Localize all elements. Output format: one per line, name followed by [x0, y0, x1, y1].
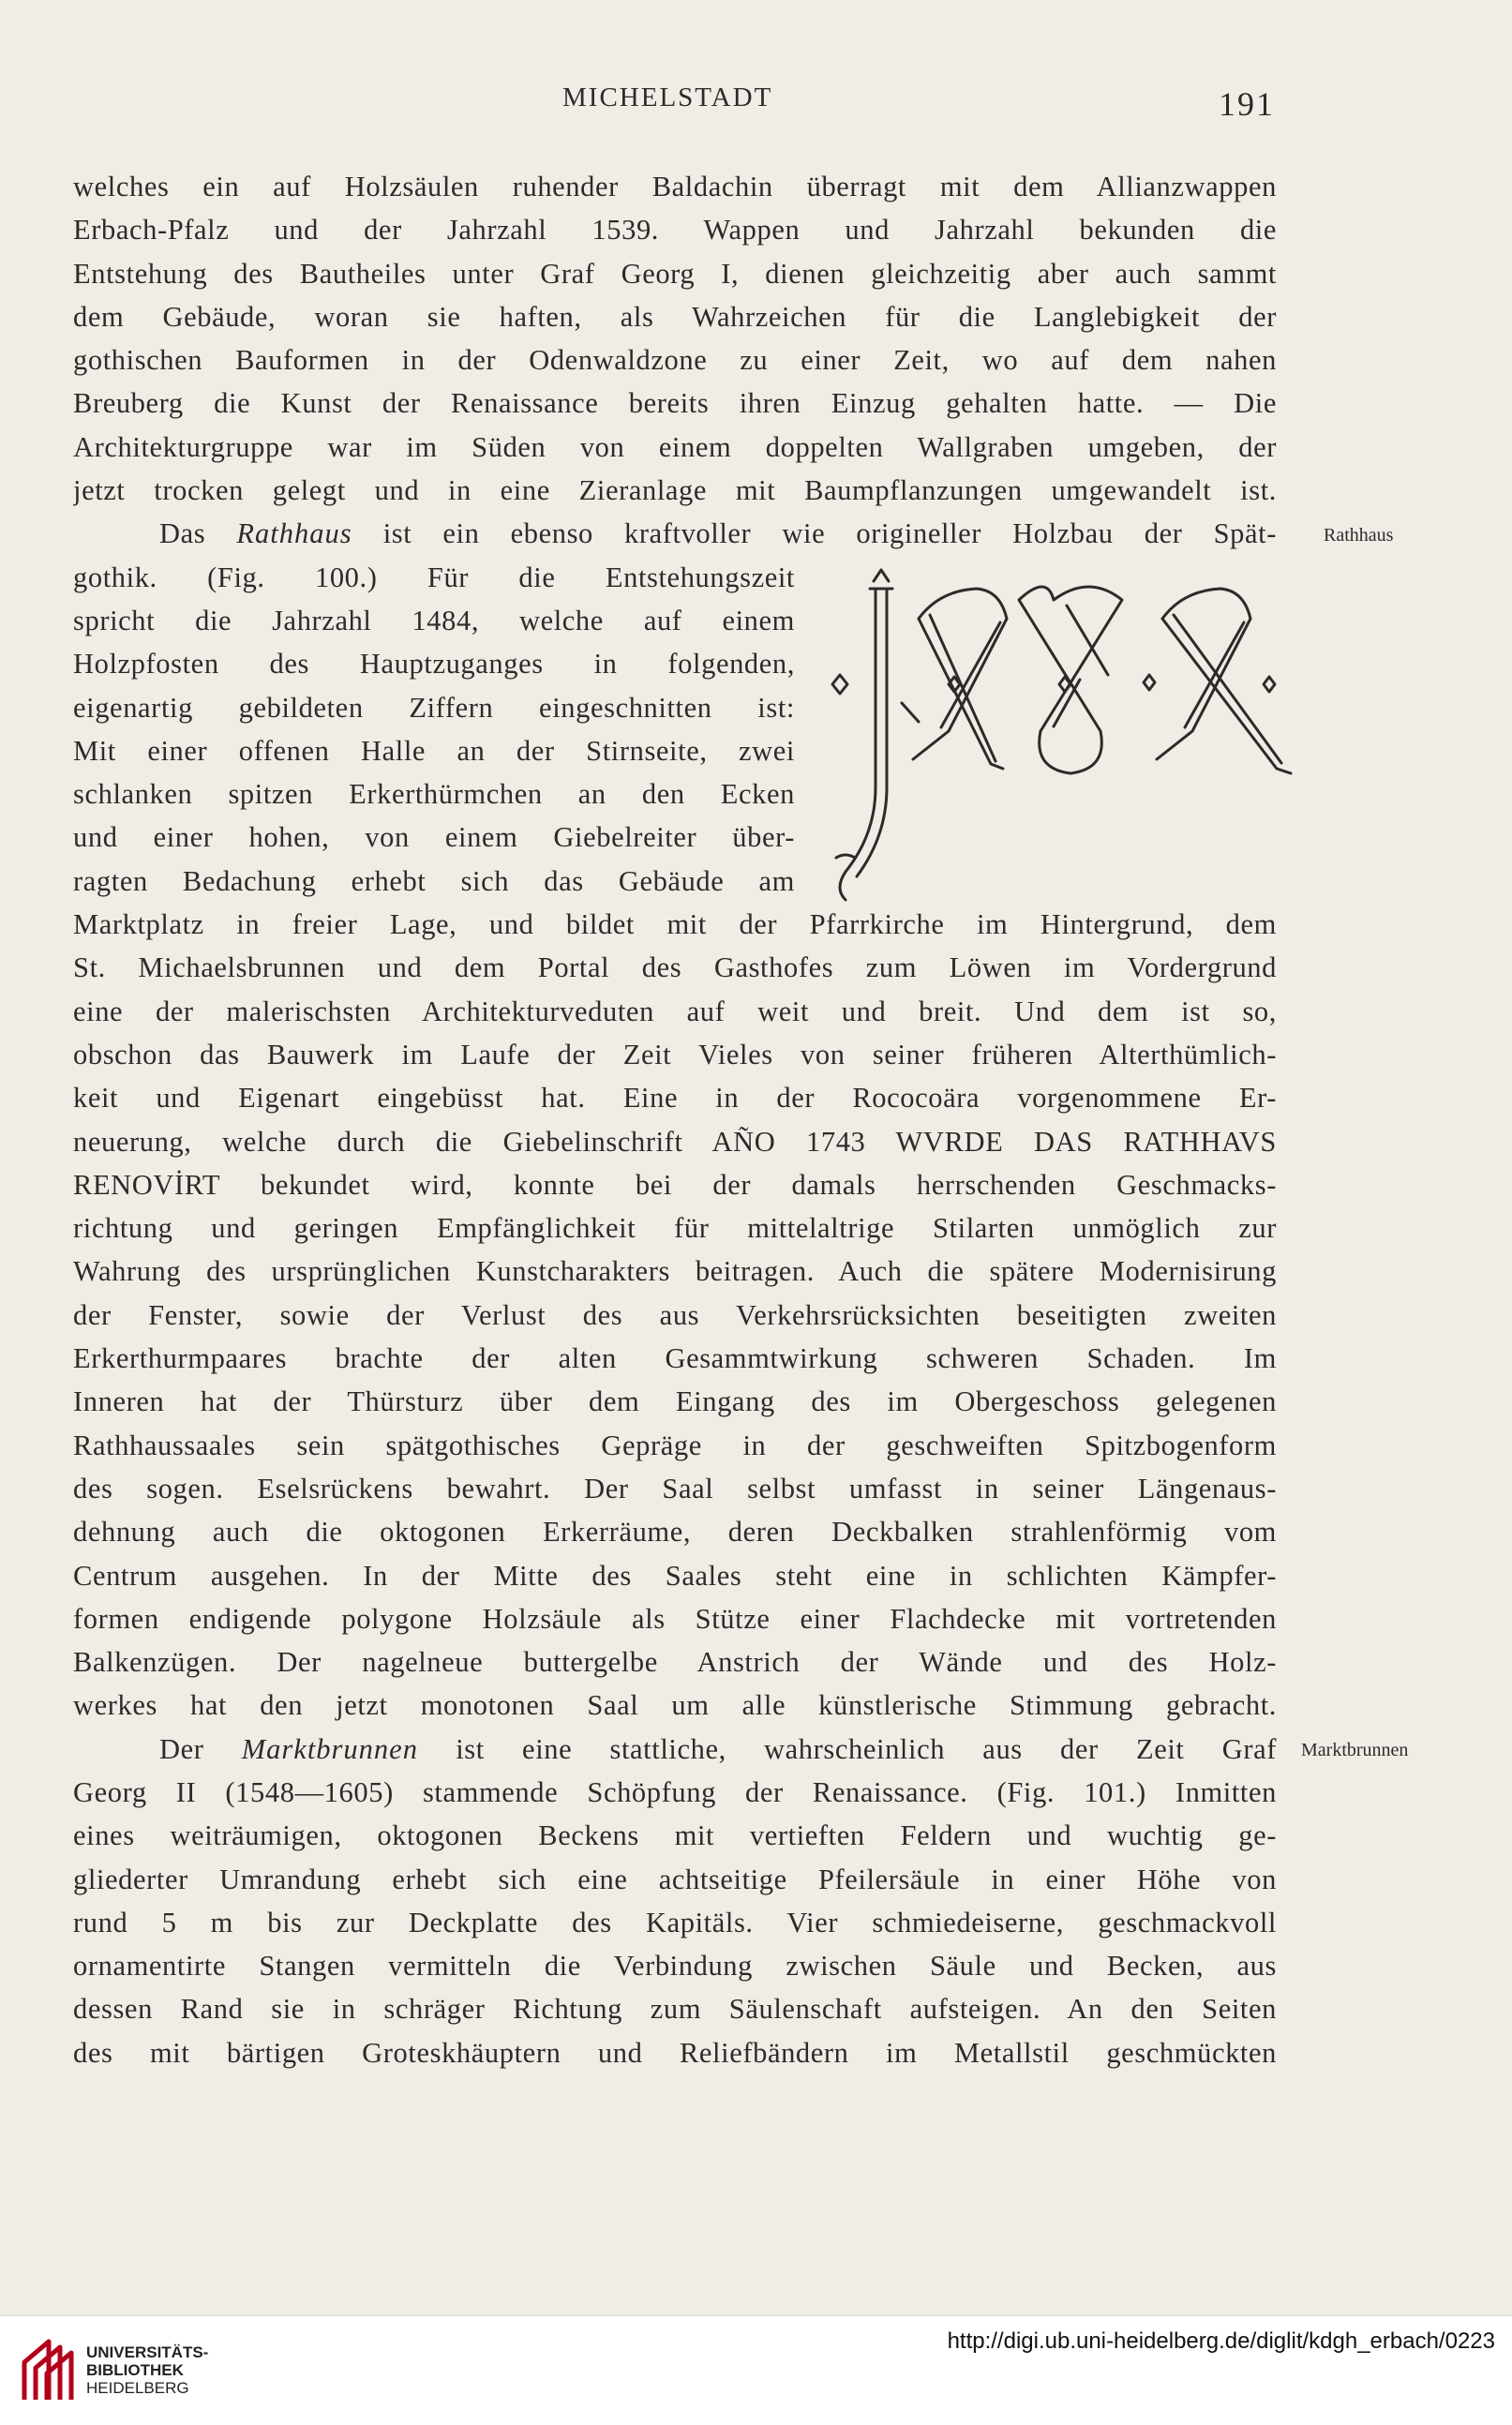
- text-segment: ist eine stattliche, wahrscheinlich aus der Zeit Graf: [417, 1732, 1277, 1765]
- text-line: Rathhaussaales sein spätgothisches Gepräge in der geschweiften Spitzbogenform: [73, 1429, 1277, 1461]
- text-line: der Fenster, sowie der Verlust des aus Verkehrsrücksichten beseitigten zweiten: [73, 1298, 1277, 1331]
- text-line: Architekturgruppe war im Süden von einem doppelten Wallgraben umgeben, der: [73, 430, 1277, 463]
- document-url-link[interactable]: http://digi.ub.uni-heidelberg.de/diglit/kdgh_erbach/0223: [947, 2328, 1495, 2354]
- text-line: schlanken spitzen Erkerthürmchen an den Ecken: [73, 778, 795, 811]
- text-line: Mit einer offenen Halle an der Stirnseite, zwei: [73, 734, 795, 767]
- text-line: werkes hat den jetzt monotonen Saal um alle künstlerische Stimmung gebracht.: [73, 1689, 1277, 1722]
- date-1484-figure: [808, 562, 1295, 909]
- text-line: Entstehung des Bautheiles unter Graf Georg I, dienen gleichzeitig aber auch sammt: [73, 257, 1277, 290]
- text-line: Holzpfosten des Hauptzuganges in folgenden,: [73, 648, 795, 681]
- rathhaus-paragraph-start: [73, 512, 1277, 555]
- text-line: Marktplatz in freier Lage, und bildet mit der Pfarrkirche im Hintergrund, dem: [73, 908, 1277, 941]
- text-line: ragten Bedachung erhebt sich das Gebäude am: [73, 864, 795, 897]
- text-line: gothischen Bauformen in der Odenwaldzone zu einer Zeit, wo auf dem nahen: [73, 344, 1277, 377]
- text-line: des mit bärtigen Groteskhäuptern und Reliefbändern im Metallstil geschmückten: [73, 2036, 1277, 2069]
- text-line: Breuberg die Kunst der Renaissance bereits ihren Einzug gehalten hatte. — Die: [73, 387, 1277, 420]
- text-line: welches ein auf Holzsäulen ruhender Baldachin überragt mit dem Allianzwappen: [73, 171, 1277, 202]
- text-line: St. Michaelsbrunnen und dem Portal des Gasthofes zum Löwen im Vordergrund: [73, 951, 1277, 984]
- text-line: RENOVİRT bekundet wird, konnte bei der damals herrschenden Geschmacks-: [73, 1168, 1277, 1201]
- page-header: [0, 82, 1512, 123]
- ornament-lozenge-icon: [1144, 675, 1155, 690]
- rathhaus-heading: Rathhaus: [236, 517, 352, 550]
- text-segment: ist ein ebenso kraftvoller wie origineller Holzbau der Spät-: [352, 517, 1277, 550]
- text-line: Georg II (1548—1605) stammende Schöpfung der Renaissance. (Fig. 101.) Inmitten: [73, 1775, 1277, 1808]
- running-head: MICHELSTADT: [562, 82, 773, 112]
- text-line: formen endigende polygone Holzsäule als Stütze einer Flachdecke mit vortretenden: [73, 1602, 1277, 1635]
- library-name-line: HEIDELBERG: [86, 2379, 189, 2397]
- text-line: ornamentirte Stangen vermitteln die Verbindung zwischen Säule und Becken, aus: [73, 1950, 1277, 1983]
- text-line: Centrum ausgehen. In der Mitte des Saales steht eine in schlichten Kämpfer-: [73, 1559, 1277, 1592]
- text-line: obschon das Bauwerk im Laufe der Zeit Vieles von seiner früheren Alterthümlich-: [73, 1038, 1277, 1070]
- library-name-line: UNIVERSITÄTS-: [86, 2343, 209, 2361]
- body-text: [73, 165, 1277, 2074]
- text-line: dehnung auch die oktogonen Erkerräume, deren Deckbalken strahlenförmig vom: [73, 1516, 1277, 1549]
- ornament-lozenge-icon: [832, 675, 847, 694]
- flourish-icon: [836, 855, 855, 858]
- text-line: neuerung, welche durch die Giebelinschrift AÑO 1743 WVRDE DAS RATHHAVS: [73, 1125, 1277, 1158]
- text-line: eines weiträumigen, oktogonen Beckens mit vertieften Feldern und wuchtig ge-: [73, 1819, 1277, 1852]
- digit-one-glyph: [840, 570, 892, 900]
- text-line: richtung und geringen Empfänglichkeit für mittelaltrige Stilarten unmöglich zur: [73, 1212, 1277, 1245]
- marginal-note-rathhaus: Rathhaus: [1324, 525, 1394, 546]
- text-line: eine der malerischsten Architekturveduten auf weit und breit. Und dem ist so,: [73, 995, 1277, 1027]
- text-line: spricht die Jahrzahl 1484, welche auf einem: [73, 604, 795, 636]
- text-line: gothik. (Fig. 100.) Für die Entstehungszeit: [73, 561, 795, 593]
- text-line: gliederter Umrandung erhebt sich eine achtseitige Pfeilersäule in einer Höhe von: [73, 1863, 1277, 1895]
- text-line: dem Gebäude, woran sie haften, als Wahrzeichen für die Langlebigkeit der: [73, 300, 1277, 333]
- text-line: und einer hohen, von einem Giebelreiter über-: [73, 821, 795, 854]
- text-line: des sogen. Eselsrückens bewahrt. Der Saal selbst umfasst in seiner Längenaus-: [73, 1472, 1277, 1504]
- page-number: 191: [1219, 85, 1275, 123]
- library-logo-icon: [17, 2334, 82, 2404]
- text-line: keit und Eigenart eingebüsst hat. Eine in der Rococoära vorgenommene Er-: [73, 1082, 1277, 1115]
- text-line: rund 5 m bis zur Deckplatte des Kapitäls. Vier schmiedeiserne, geschmackvoll: [73, 1906, 1277, 1939]
- text-line: Erkerthurmpaares brachte der alten Gesammtwirkung schweren Schaden. Im: [73, 1342, 1277, 1375]
- text-line: Wahrung des ursprünglichen Kunstcharakters beitragen. Auch die spätere Modernisirung: [73, 1255, 1277, 1288]
- text-segment: Der: [159, 1732, 242, 1765]
- text-line: jetzt trocken gelegt und in eine Zieranlage mit Baumpflanzungen umgewandelt ist.: [73, 474, 1277, 507]
- marktbrunnen-paragraph-start: [73, 1728, 1277, 1771]
- text-line: Inneren hat der Thürsturz über dem Eingang des im Obergeschoss gelegenen: [73, 1385, 1277, 1418]
- text-segment: Das: [159, 517, 237, 550]
- digit-eight-glyph: [1019, 587, 1122, 773]
- text-line: Erbach-Pfalz und der Jahrzahl 1539. Wappen und Jahrzahl bekunden die: [73, 214, 1277, 247]
- marktbrunnen-heading: Marktbrunnen: [241, 1732, 418, 1765]
- ornament-lozenge-icon: [1264, 677, 1275, 692]
- marginal-note-marktbrunnen: Marktbrunnen: [1301, 1740, 1409, 1760]
- library-name: [86, 2343, 208, 2397]
- text-line: dessen Rand sie in schräger Richtung zum Säulenschaft aufsteigen. An den Seiten: [73, 1993, 1277, 2026]
- text-line: eigenartig gebildeten Ziffern eingeschnitten ist:: [73, 691, 795, 724]
- text-line: Balkenzügen. Der nagelneue buttergelbe Anstrich der Wände und des Holz-: [73, 1646, 1277, 1679]
- library-name-line: BIBLIOTHEK: [86, 2361, 184, 2379]
